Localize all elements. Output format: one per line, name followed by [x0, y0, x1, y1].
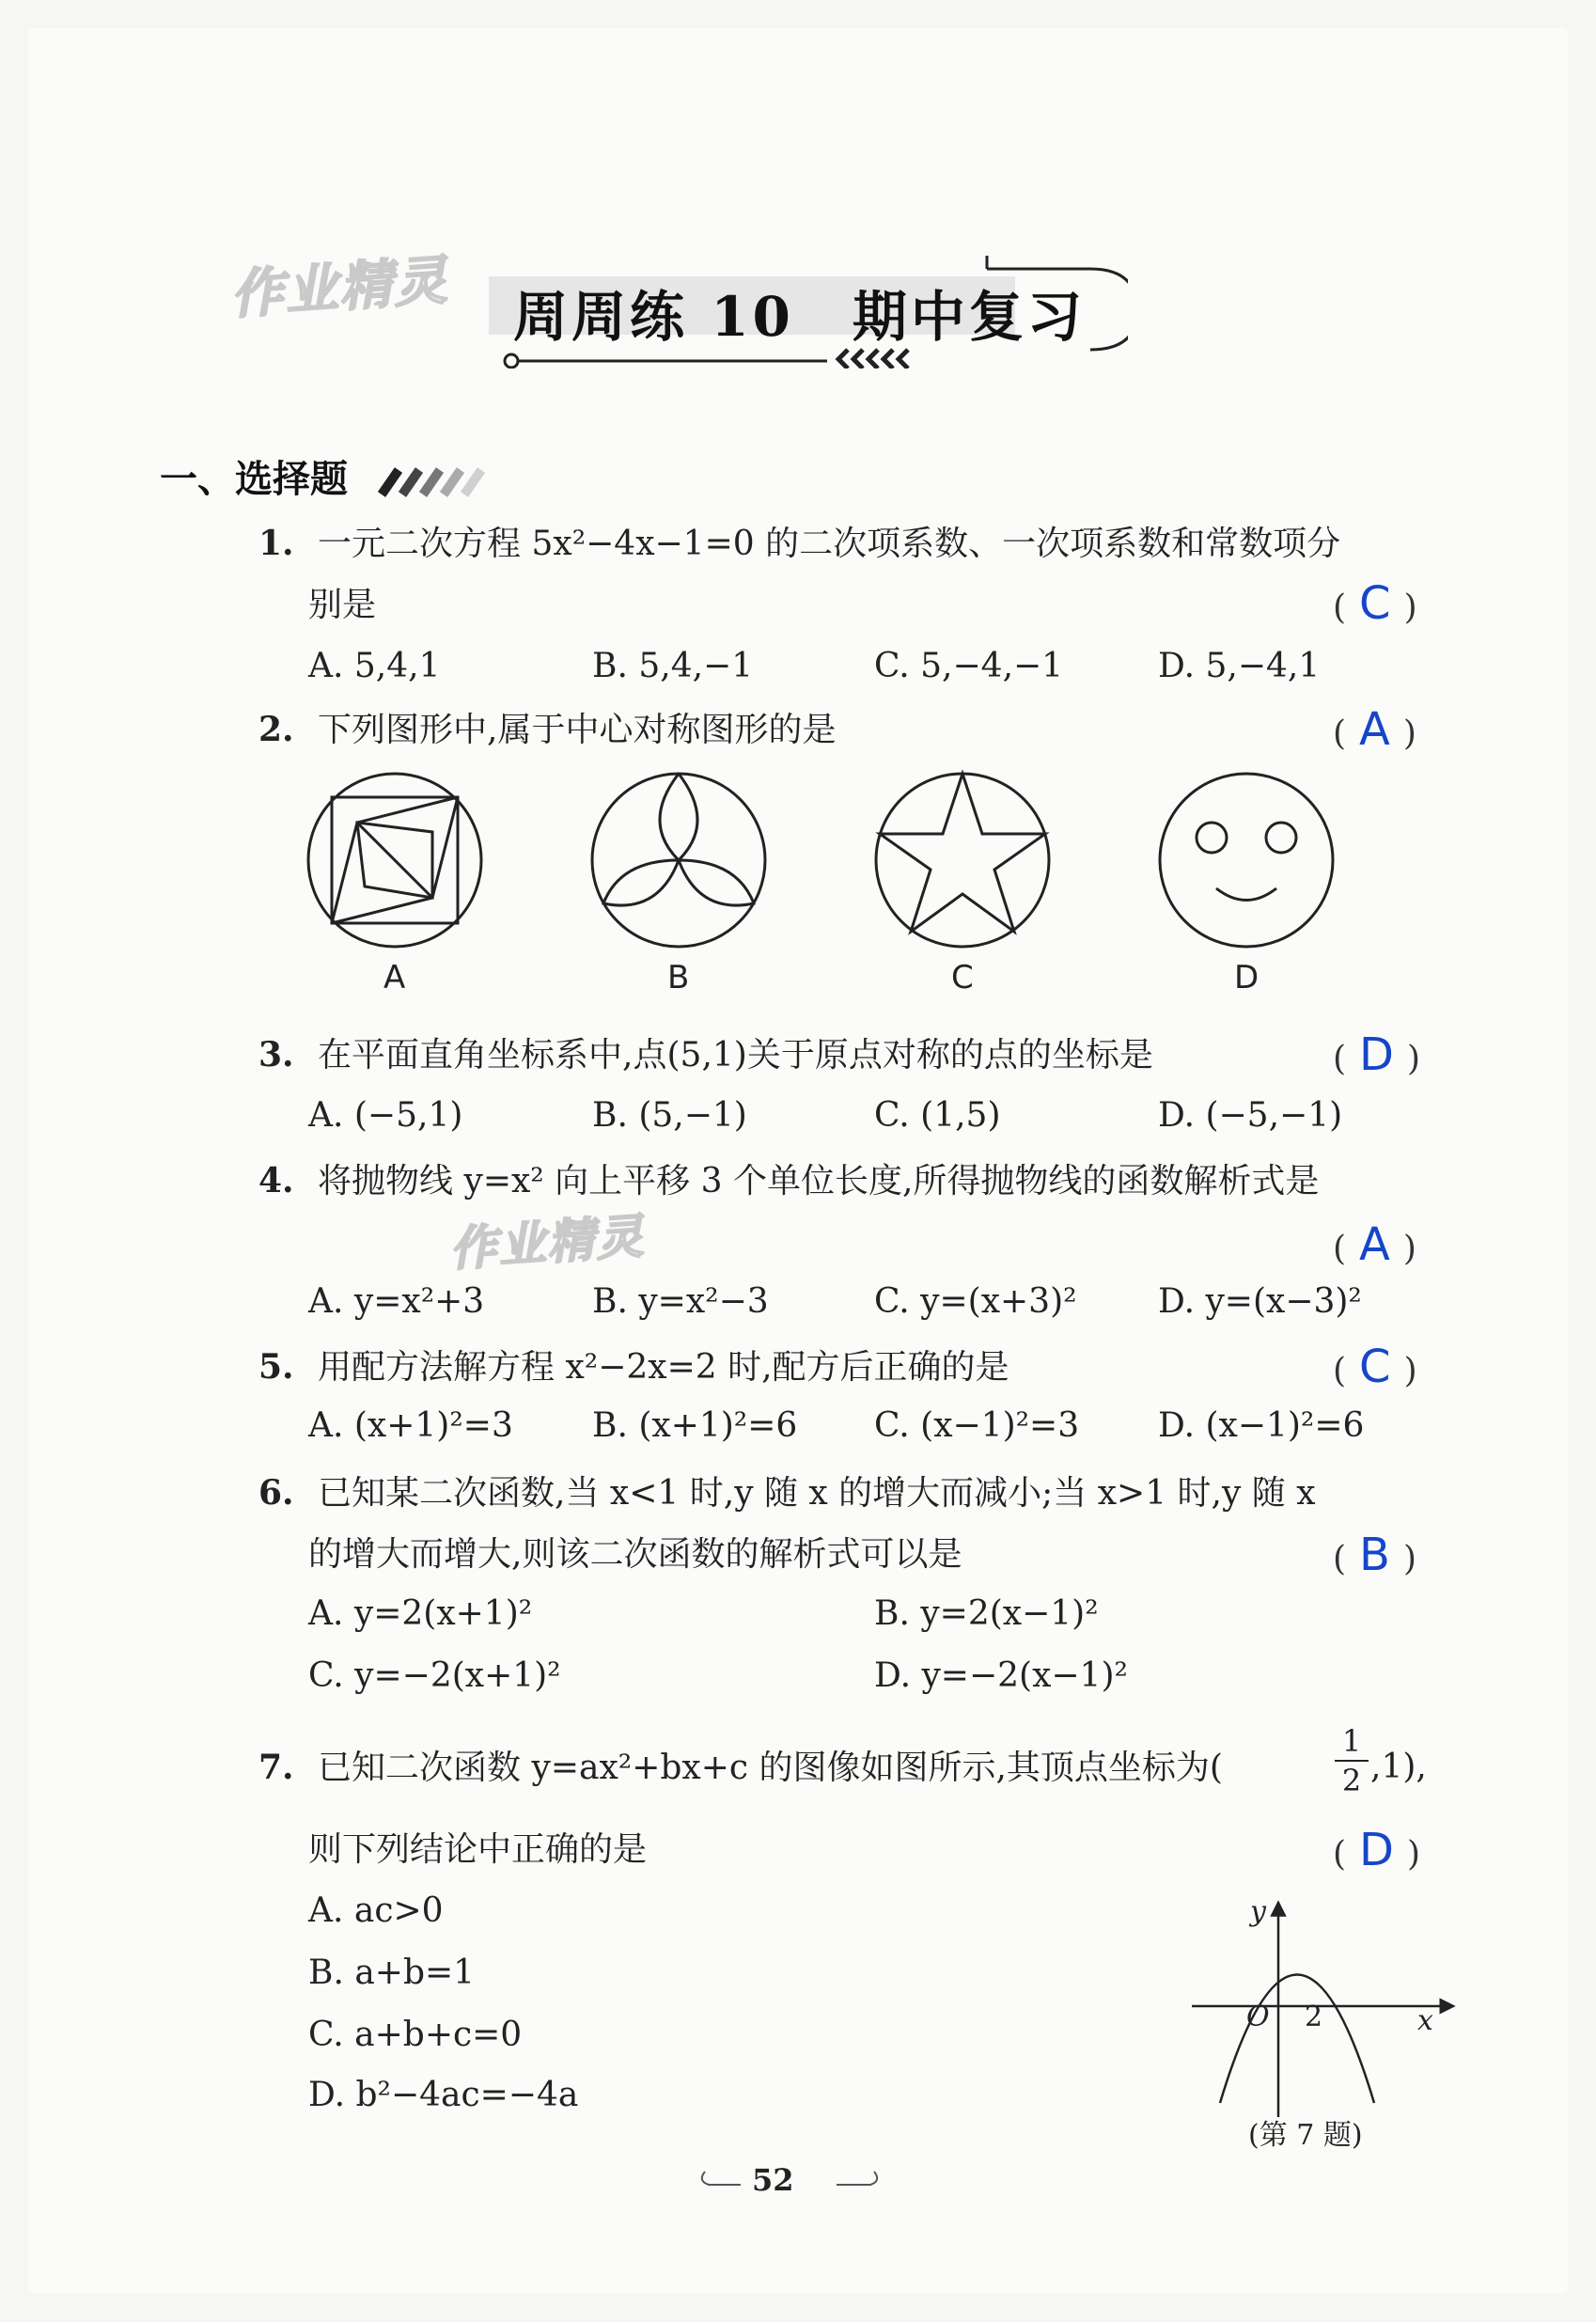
question-text: 用配方法解方程 x²−2x=2 时,配方后正确的是	[318, 1348, 1009, 1387]
figure-c-star	[876, 774, 1049, 947]
question-number: 7.	[258, 1748, 294, 1787]
page-title: 周周练 10 期中复习	[513, 285, 1086, 349]
option-a: A. ac>0	[308, 1891, 444, 1930]
answer-letter: D	[1359, 1824, 1395, 1876]
answer-bracket-5: ( C )	[1333, 1341, 1417, 1393]
question-number: 1.	[258, 524, 294, 563]
question-text: 在平面直角坐标系中,点(5,1)关于原点对称的点的坐标是	[318, 1036, 1153, 1075]
answer-bracket-7: ( D )	[1333, 1824, 1421, 1876]
option-c: C. y=(x+3)²	[874, 1282, 1077, 1321]
fraction-numerator: 1	[1335, 1722, 1369, 1762]
question-number: 5.	[258, 1347, 294, 1387]
figure-b-three-petals	[592, 774, 765, 947]
option-d: D. y=(x−3)²	[1158, 1282, 1362, 1321]
option-b: B. y=2(x−1)²	[874, 1594, 1099, 1633]
answer-bracket-2: ( A )	[1333, 703, 1416, 756]
answer-letter: C	[1359, 577, 1391, 630]
question-number: 3.	[258, 1035, 294, 1075]
option-b: B. 5,4,−1	[592, 647, 754, 685]
option-d: D. b²−4ac=−4a	[308, 2076, 579, 2114]
option-a: A. 5,4,1	[308, 647, 441, 685]
answer-bracket-4: ( A )	[1333, 1218, 1416, 1271]
graph-origin-label: O	[1246, 2000, 1270, 2033]
watermark-top: 作业精灵	[228, 249, 451, 327]
answer-letter: A	[1359, 703, 1390, 756]
page-number-area	[752, 2162, 794, 2198]
option-d: D. 5,−4,1	[1158, 647, 1321, 685]
figure-a-square-pinwheel	[308, 774, 481, 947]
answer-bracket-1: ( C )	[1333, 577, 1417, 630]
graph-tick-label: 2	[1305, 2000, 1323, 2033]
question-number: 2.	[258, 710, 294, 749]
section-stripes-icon	[374, 464, 515, 498]
question-6-line2: 的增大而增大,则该二次函数的解析式可以是	[308, 1535, 962, 1574]
option-b: B. a+b=1	[308, 1953, 476, 1992]
figure-d-smiley	[1160, 774, 1333, 947]
answer-bracket-6: ( B )	[1333, 1529, 1417, 1581]
answer-letter: D	[1359, 1028, 1395, 1081]
option-b: B. (x+1)²=6	[592, 1406, 798, 1445]
question-4	[258, 1158, 1319, 1204]
figure-label-d: D	[1234, 959, 1260, 996]
question-1	[258, 521, 1340, 567]
question-3	[258, 1032, 1153, 1078]
question-number: 4.	[258, 1161, 294, 1200]
section-heading	[160, 449, 515, 503]
option-d: D. (x−1)²=6	[1158, 1406, 1365, 1445]
page-number: 52	[752, 2162, 794, 2198]
graph-x-label: x	[1417, 2004, 1433, 2037]
question-text: 一元二次方程 5x²−4x−1=0 的二次项系数、一次项系数和常数项分	[318, 525, 1341, 563]
question-5	[258, 1344, 1009, 1390]
option-a: A. (−5,1)	[308, 1096, 463, 1135]
question-6	[258, 1470, 1316, 1516]
question-text: 下列图形中,属于中心对称图形的是	[318, 711, 837, 749]
parabola-curve	[1220, 1975, 1374, 2104]
question-2	[258, 707, 837, 753]
section-title: 一、选择题	[160, 458, 348, 501]
option-c: C. y=−2(x+1)²	[308, 1656, 561, 1695]
figure-label-b: B	[667, 959, 690, 996]
answer-letter: B	[1359, 1529, 1390, 1581]
option-c: C. 5,−4,−1	[874, 647, 1064, 685]
question-7-line1-end: ,1),	[1370, 1748, 1427, 1786]
question-text: 已知二次函数 y=ax²+bx+c 的图像如图所示,其顶点坐标为(	[318, 1749, 1223, 1787]
option-b: B. (5,−1)	[592, 1096, 747, 1135]
graph-caption: (第 7 题)	[1248, 2119, 1363, 2152]
option-a: A. y=x²+3	[308, 1282, 485, 1321]
figure-label-c: C	[951, 959, 974, 996]
question-1-line2: 别是	[308, 586, 377, 624]
answer-letter: A	[1359, 1218, 1390, 1271]
option-c: C. a+b+c=0	[308, 2016, 523, 2054]
question-7	[258, 1745, 1223, 1791]
option-d: D. y=−2(x−1)²	[874, 1656, 1128, 1695]
option-d: D. (−5,−1)	[1158, 1096, 1343, 1135]
question-text: 已知某二次函数,当 x<1 时,y 随 x 的增大而减小;当 x>1 时,y 随 x	[318, 1474, 1316, 1513]
option-a: A. (x+1)²=3	[308, 1406, 513, 1445]
title-banner	[479, 256, 1128, 369]
question-number: 6.	[258, 1473, 294, 1513]
option-b: B. y=x²−3	[592, 1282, 769, 1321]
figures-q2	[282, 766, 1504, 973]
figure-label-a: A	[383, 959, 406, 996]
option-a: A. y=2(x+1)²	[308, 1594, 533, 1633]
option-c: C. (x−1)²=3	[874, 1406, 1080, 1445]
answer-letter: C	[1359, 1341, 1391, 1393]
question-7-line2: 则下列结论中正确的是	[308, 1830, 648, 1869]
watermark-middle: 作业精灵	[447, 1208, 648, 1278]
option-c: C. (1,5)	[874, 1096, 1001, 1135]
fraction-denominator: 2	[1341, 1763, 1362, 1798]
question-text: 将抛物线 y=x² 向上平移 3 个单位长度,所得抛物线的函数解析式是	[318, 1162, 1320, 1200]
graph-y-label: y	[1250, 1895, 1266, 1928]
vertex-fraction	[1335, 1722, 1369, 1799]
answer-bracket-3: ( D )	[1333, 1028, 1421, 1081]
